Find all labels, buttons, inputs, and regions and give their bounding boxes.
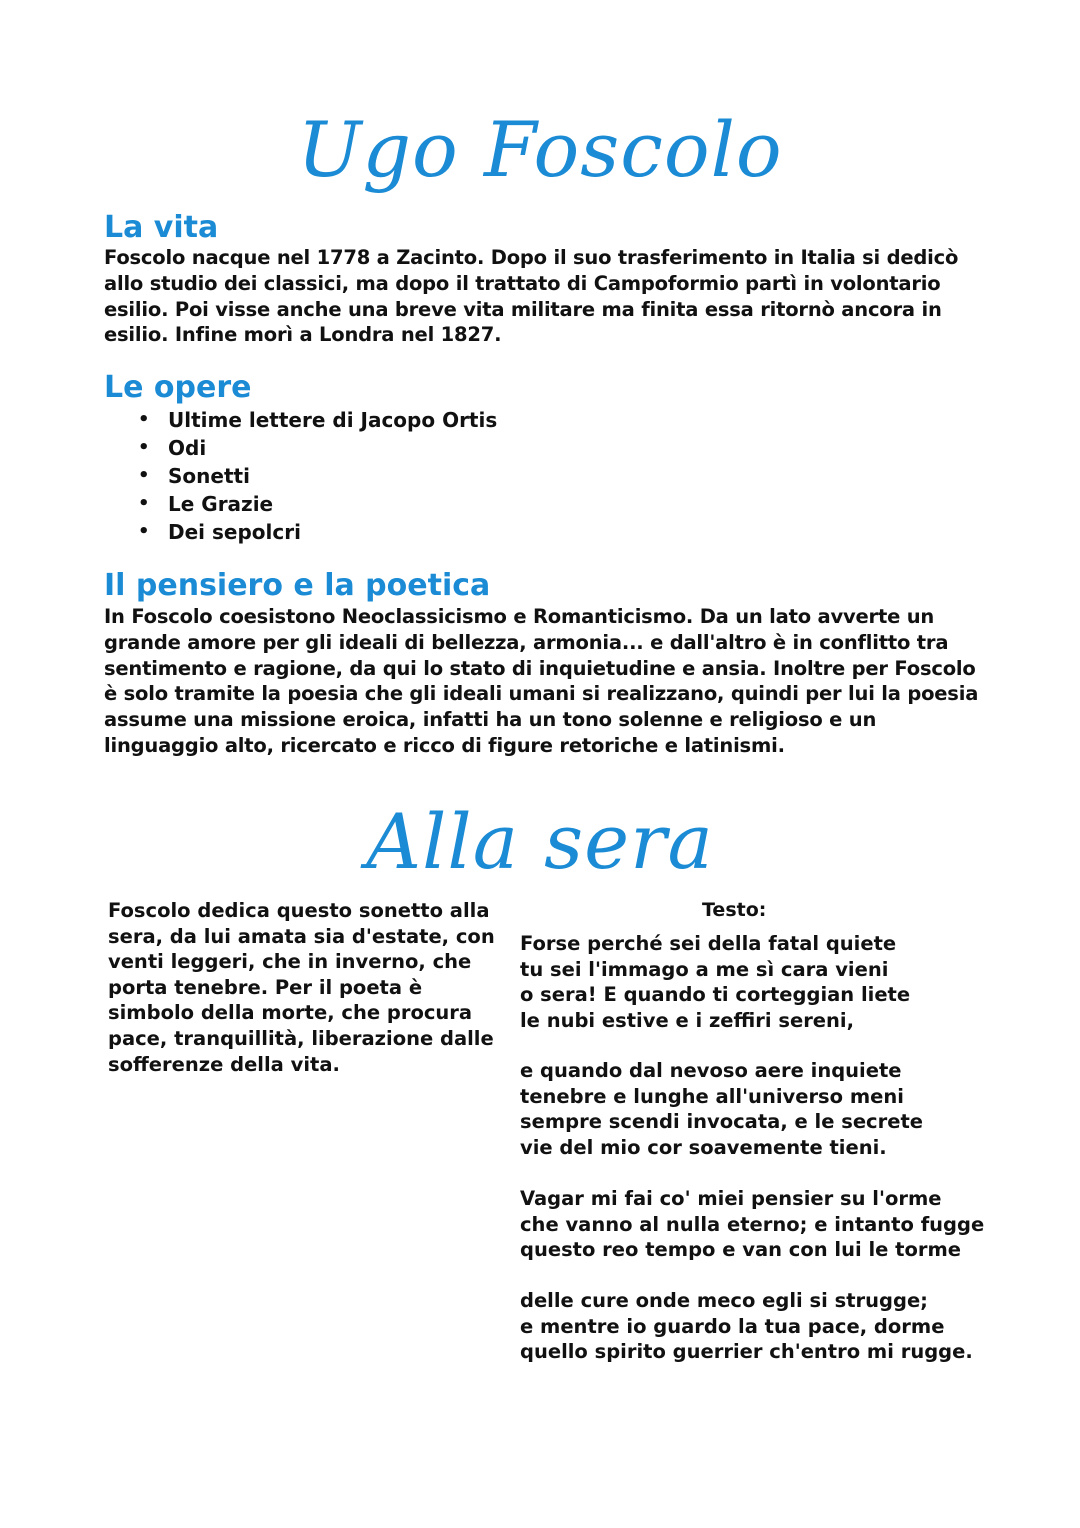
poem-stanza: [520, 1288, 1000, 1365]
poem-text-label: Testo:: [702, 899, 767, 921]
list-item: • Ultime lettere di Jacopo Ortis: [168, 406, 497, 434]
poem-intro: Foscolo dedica questo sonetto alla sera, da lui amata sia d'estate, con venti leggeri, che in inverno, che porta tenebre. Per il poeta è simbolo della morte, che procura pace, tranquillità, liberazione dalle sofferenze della vita.: [108, 899, 495, 1076]
section-heading-opere: Le opere: [104, 370, 252, 405]
list-item: • Sonetti: [168, 462, 497, 490]
poem-line: e quando dal nevoso aere inquiete: [520, 1059, 902, 1082]
poem-line: tu sei l'immago a me sì cara vieni: [520, 957, 889, 981]
poem-stanza: [520, 1186, 1000, 1263]
poem-title: Alla sera: [366, 797, 714, 886]
section-heading-vita: La vita: [104, 210, 219, 245]
poem-line: vie del mio cor soavemente tieni.: [520, 1135, 887, 1159]
list-item: • Odi: [168, 434, 497, 462]
poem-line: Forse perché sei della fatal quiete: [520, 932, 897, 955]
poem-line: o sera! E quando ti corteggian liete: [520, 983, 911, 1007]
poem-line: che vanno al nulla eterno; e intanto fugge: [520, 1212, 985, 1236]
poem-line: e mentre io guardo la tua pace, dorme: [520, 1314, 945, 1338]
poem-line: quello spirito guerrier ch'entro mi rugge.: [520, 1340, 973, 1364]
list-item: • Le Grazie: [168, 490, 497, 518]
section-text-pensiero: In Foscolo coesistono Neoclassicismo e Romanticismo. Da un lato avverte un grande amore per gli ideali di bellezza, armonia... e dall'altro è in conflitto tra sentimento e ragione, da qui lo stato di inquietudine e ansia. Inoltre per Foscolo è solo tramite la poesia che gli ideali umani si realizzano, quindi per lui la poesia assume una missione eroica, infatti ha un tono solenne e religioso e un linguaggio alto, ricercato e ricco di figure retoriche e latinismi.: [104, 605, 979, 757]
poem-stanza: [520, 1058, 1000, 1160]
page-title: Ugo Foscolo: [297, 105, 783, 194]
section-heading-pensiero: Il pensiero e la poetica: [104, 568, 491, 603]
works-list: [168, 406, 497, 546]
poem-line: sempre scendi invocata, e le secrete: [520, 1110, 924, 1134]
poem-stanza: [520, 931, 1000, 1033]
poem-line: delle cure onde meco egli si strugge;: [520, 1289, 928, 1312]
section-text-vita: Foscolo nacque nel 1778 a Zacinto. Dopo il suo trasferimento in Italia si dedicò allo studio dei classici, ma dopo il trattato di Campoformio partì in volontario esilio. Poi visse anche una breve vita militare ma finita essa ritornò ancora in esilio. Infine morì a Londra nel 1827.: [104, 246, 959, 347]
poem-line: questo reo tempo e van con lui le torme: [520, 1238, 962, 1262]
poem-line: Vagar mi fai co' miei pensier su l'orme: [520, 1187, 942, 1210]
list-item: • Dei sepolcri: [168, 518, 497, 546]
poem-line: tenebre e lunghe all'universo meni: [520, 1084, 904, 1108]
poem-line: le nubi estive e i zeffiri sereni,: [520, 1008, 855, 1032]
